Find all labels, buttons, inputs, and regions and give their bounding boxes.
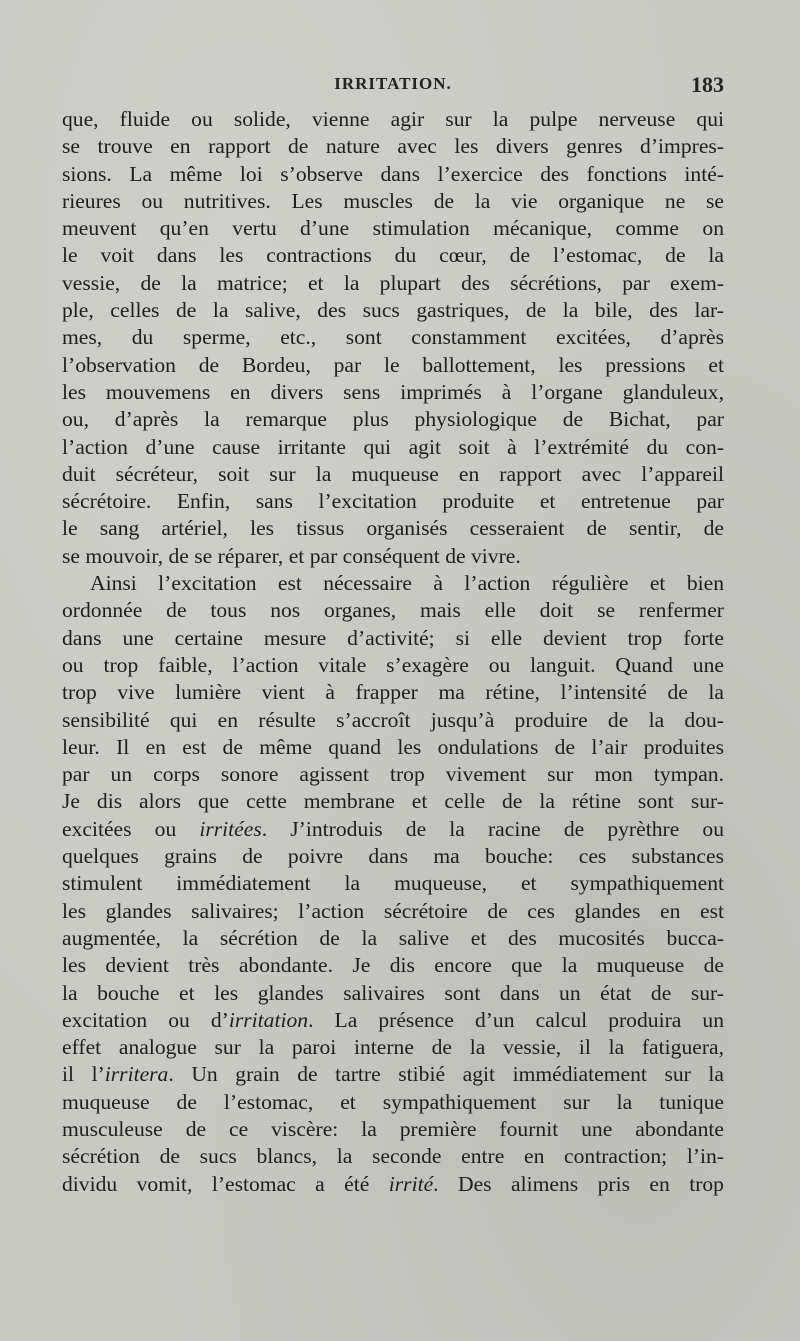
text-line bbox=[62, 1116, 724, 1143]
text-line bbox=[62, 952, 724, 979]
text-segment: dans une certaine mesure d’activité; si elle devient trop forte bbox=[62, 625, 724, 650]
text-segment: Je dis alors que cette membrane et celle de la rétine sont sur- bbox=[62, 789, 724, 814]
text-line bbox=[62, 434, 724, 461]
text-line bbox=[62, 625, 724, 652]
text-line bbox=[62, 925, 724, 952]
text-segment: trop vive lumière vient à frapper ma rétine, l’intensité de la bbox=[62, 680, 724, 705]
text-segment: que, fluide ou solide, vienne agir sur la pulpe nerveuse qui bbox=[62, 107, 724, 131]
text-line bbox=[62, 270, 724, 297]
text-segment: ple, celles de la salive, des sucs gastriques, de la bile, des lar- bbox=[62, 298, 724, 323]
text-segment: stimulent immédiatement la muqueuse, et sympathiquement bbox=[62, 871, 724, 896]
text-line bbox=[62, 215, 724, 242]
text-segment: sécrétion de sucs blancs, la seconde entre en contraction; l’in- bbox=[62, 1144, 724, 1169]
text-line bbox=[62, 379, 724, 406]
text-segment: . J’introduis de la racine de pyrèthre ou bbox=[261, 816, 724, 841]
text-segment: le voit dans les contractions du cœur, de l’estomac, de la bbox=[62, 243, 724, 268]
text-segment: excitées ou bbox=[62, 816, 200, 841]
text-line bbox=[62, 1143, 724, 1170]
text-segment: rieures ou nutritives. Les muscles de la vie organique ne se bbox=[62, 188, 724, 213]
text-segment: quelques grains de poivre dans ma bouche: ces substances bbox=[62, 844, 724, 869]
text-line bbox=[62, 734, 724, 761]
text-segment: musculeuse de ce viscère: la première fournit une abondante bbox=[62, 1116, 724, 1141]
text-segment: . La présence d’un calcul produira un bbox=[308, 1007, 725, 1032]
text-segment: l’observation de Bordeu, par le ballottement, les pressions et bbox=[62, 352, 724, 377]
text-line bbox=[62, 242, 724, 269]
running-title: IRRITATION. bbox=[334, 74, 452, 93]
text-line bbox=[62, 679, 724, 706]
text-segment: leur. Il en est de même quand les ondulations de l’air produites bbox=[62, 734, 724, 759]
text-line bbox=[62, 461, 724, 488]
text-segment: les glandes salivaires; l’action sécrétoire de ces glandes en est bbox=[62, 898, 724, 923]
text-segment: par un corps sonore agissent trop vivement sur mon tympan. bbox=[62, 762, 724, 787]
text-segment: se mouvoir, de se réparer, et par conséquent de vivre. bbox=[62, 543, 521, 568]
text-line bbox=[62, 324, 724, 351]
text-line bbox=[62, 597, 724, 624]
text-segment: meuvent qu’en vertu d’une stimulation mécanique, comme on bbox=[62, 216, 724, 241]
text-segment: se trouve en rapport de nature avec les divers genres d’impres- bbox=[62, 134, 724, 159]
italic-term: irritera bbox=[104, 1062, 169, 1087]
text-segment: duit sécréteur, soit sur la muqueuse en rapport avec l’appareil bbox=[62, 461, 724, 486]
running-head bbox=[62, 74, 724, 104]
text-line bbox=[62, 188, 724, 215]
text-line bbox=[62, 980, 724, 1007]
text-line bbox=[62, 161, 724, 188]
text-segment: les devient très abondante. Je dis encore que la muqueuse de bbox=[62, 953, 724, 978]
text-line bbox=[62, 1061, 724, 1088]
text-segment: la bouche et les glandes salivaires sont dans un état de sur- bbox=[62, 980, 724, 1005]
text-line bbox=[62, 761, 724, 788]
text-line bbox=[62, 898, 724, 925]
text-line bbox=[62, 788, 724, 815]
text-line bbox=[62, 1034, 724, 1061]
text-segment: Ainsi l’excitation est nécessaire à l’action régulière et bien bbox=[90, 571, 724, 596]
italic-term: irrité bbox=[388, 1171, 434, 1196]
italic-term: irritées bbox=[199, 816, 262, 841]
text-line bbox=[62, 652, 724, 679]
text-segment: ou trop faible, l’action vitale s’exagère ou languit. Quand une bbox=[62, 652, 724, 677]
page-number: 183 bbox=[691, 72, 724, 97]
text-line bbox=[62, 1089, 724, 1116]
text-line bbox=[62, 570, 724, 597]
italic-term: irritation bbox=[228, 1007, 309, 1032]
text-segment: ou, d’après la remarque plus physiologique de Bichat, par bbox=[62, 407, 724, 432]
text-segment: effet analogue sur la paroi interne de la vessie, il la fatiguera, bbox=[62, 1035, 724, 1060]
text-segment: excitation ou d’ bbox=[62, 1007, 229, 1032]
text-line bbox=[62, 843, 724, 870]
body-text bbox=[62, 106, 724, 1198]
text-segment: il l’ bbox=[62, 1062, 105, 1087]
text-segment: sensibilité qui en résulte s’accroît jusqu’à produire de la dou- bbox=[62, 707, 724, 732]
text-line bbox=[62, 133, 724, 160]
text-line bbox=[62, 1171, 724, 1198]
text-segment: dividu vomit, l’estomac a été bbox=[62, 1171, 389, 1196]
text-segment: les mouvemens en divers sens imprimés à l’organe glanduleux, bbox=[62, 379, 724, 404]
text-segment: le sang artériel, les tissus organisés cesseraient de sentir, de bbox=[62, 516, 724, 541]
text-line bbox=[62, 488, 724, 515]
text-segment: ordonnée de tous nos organes, mais elle doit se renfermer bbox=[62, 598, 724, 623]
text-segment: . Un grain de tartre stibié agit immédiatement sur la bbox=[168, 1062, 724, 1087]
text-line bbox=[62, 870, 724, 897]
text-segment: muqueuse de l’estomac, et sympathiquement sur la tunique bbox=[62, 1089, 724, 1114]
text-segment: l’action d’une cause irritante qui agit soit à l’extrémité du con- bbox=[62, 434, 724, 459]
text-segment: mes, du sperme, etc., sont constamment excitées, d’après bbox=[62, 325, 724, 350]
text-segment: augmentée, la sécrétion de la salive et des mucosités bucca- bbox=[62, 925, 724, 950]
text-segment: sécrétoire. Enfin, sans l’excitation produite et entretenue par bbox=[62, 489, 724, 514]
text-segment: vessie, de la matrice; et la plupart des sécrétions, par exem- bbox=[62, 270, 724, 295]
text-line bbox=[62, 816, 724, 843]
text-line bbox=[62, 707, 724, 734]
text-line bbox=[62, 515, 724, 542]
text-line bbox=[62, 406, 724, 433]
text-segment: sions. La même loi s’observe dans l’exercice des fonctions inté- bbox=[62, 161, 724, 186]
text-line bbox=[62, 297, 724, 324]
text-line bbox=[62, 543, 724, 570]
text-line bbox=[62, 106, 724, 133]
text-line bbox=[62, 352, 724, 379]
text-line bbox=[62, 1007, 724, 1034]
text-segment: . Des alimens pris en trop bbox=[433, 1171, 724, 1196]
